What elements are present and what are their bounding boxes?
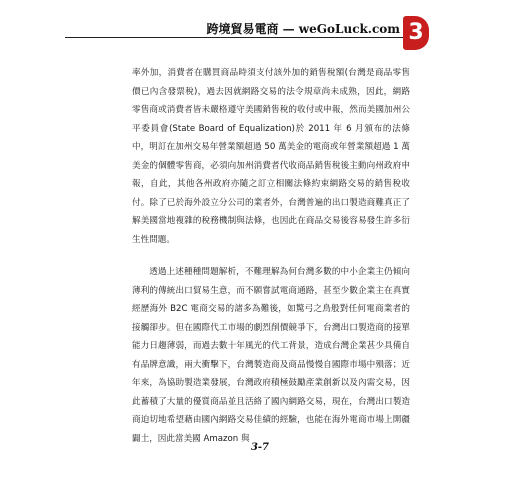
paragraph-1: 率外加，消費者在購買商品時須支付該外加的銷售稅額(台灣是商品零售價已內含發票稅)，過去因就網路交易的法令規章尚未成熟，因此，網路零售商或消費者皆未嚴格遵守美國銷售稅的收付或申報，然而美國加州公平委員會(State Board of Equalization)於 2011 年 6 月頒布的法條中，明訂在加州交易年營業額超過 50 萬美金的電商或年營業額超過 1 萬美金的個體零售商，必須向加州消費者代收商品銷售稅後主動向州政府申報，自此，其他各州政府亦隨之訂立相關法條約束網路交易的銷售稅收付。除了已於海外設立分公司的業者外，台灣普遍的出口製造商難真正了解美國當地複雜的稅務機制與法條，也因此在商品交易後容易發生許多衍生性問題。 bbox=[132, 68, 410, 245]
page-number: 3-7 bbox=[250, 442, 270, 453]
body-text bbox=[132, 64, 410, 448]
header-title: 跨境貿易電商 — weGoLuck.com bbox=[206, 22, 400, 36]
chapter-tab: 3 bbox=[403, 16, 429, 50]
paragraph-2: 透過上述種種問題解析，不難理解為何台灣多數的中小企業主仍傾向薄利的傳統出口貿易生意，而不願嘗試電商通路，甚至少數企業主在真實經歷海外 B2C 電商交易的諸多為難後，如驚弓之鳥般對任何電商業者的接觸卻步。但在國際代工市場的劇烈削價競爭下，台灣出口製造商的接單能力日趨薄弱，而過去數十年風光的代工背景，造成台灣企業甚少具備自有品牌意識，兩大衝擊下，台灣製造商及商品慢慢自國際市場中殞落；近年來，為協助製造業發展，台灣政府積極鼓勵產業創新以及內需交易，因此蓄積了大量的優質商品並且活絡了國內網路交易，現在，台灣出口製造商迫切地希望藉由國內網路交易佳績的經驗，也能在海外電商市場上開疆闢土，因此當美國 Amazon 與 bbox=[132, 267, 410, 444]
header-rule bbox=[65, 37, 405, 38]
page-header bbox=[0, 0, 520, 55]
